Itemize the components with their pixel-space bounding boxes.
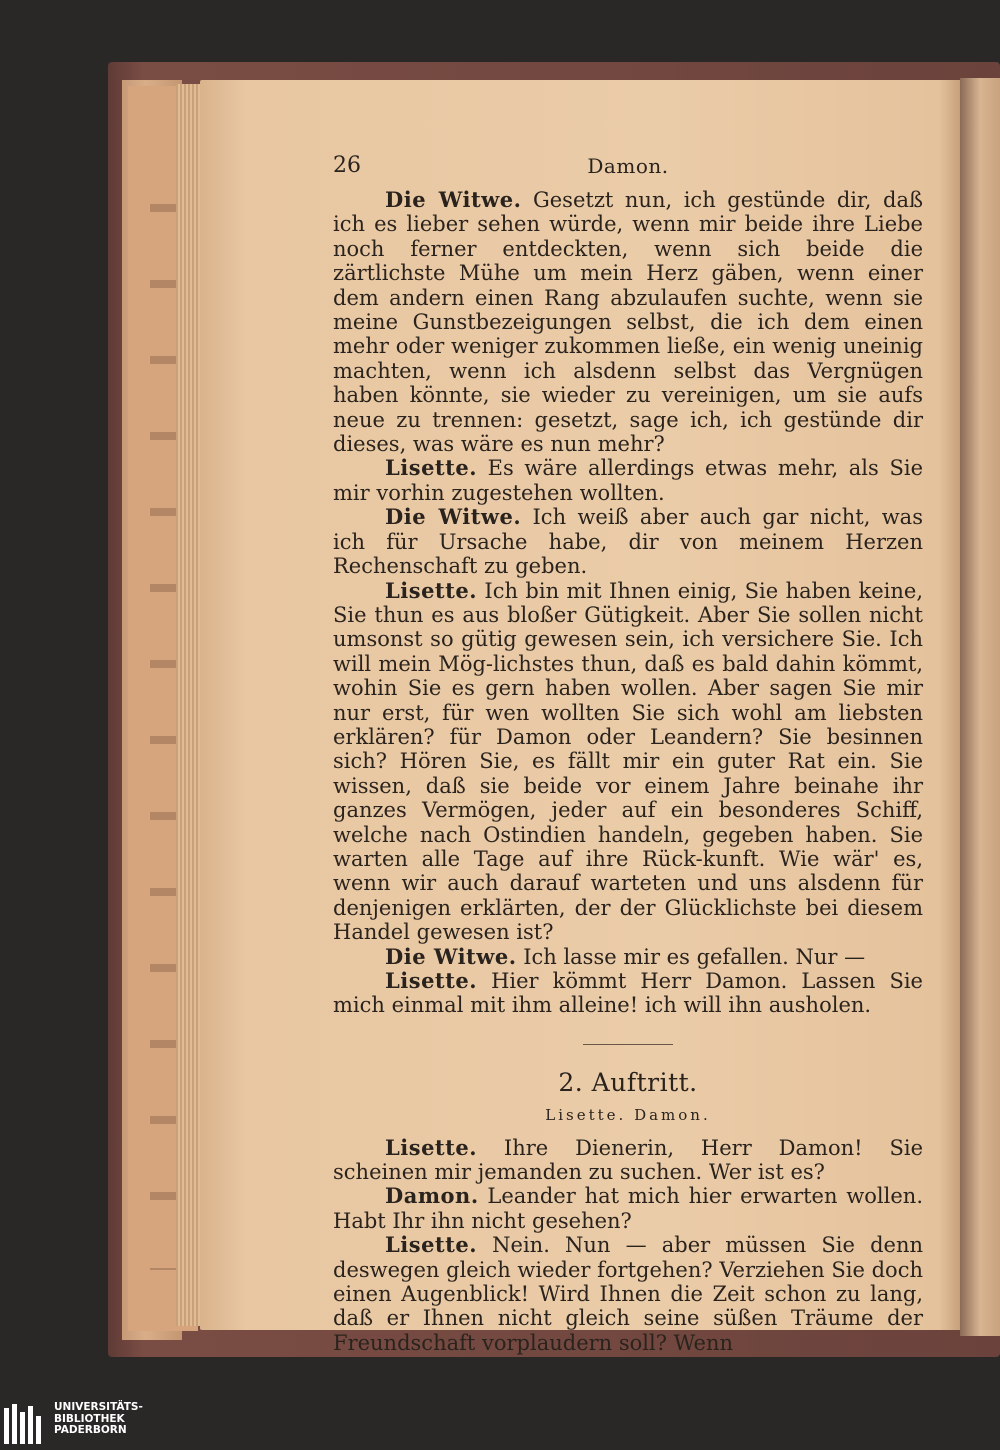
scene-cast: Lisette. Damon. xyxy=(545,1106,711,1125)
page-number: 26 xyxy=(333,153,361,178)
speaker-name: Lisette. xyxy=(385,1134,477,1160)
library-logo-text xyxy=(54,1402,143,1437)
dialogue-text: Es wäre allerdings etwas mehr, als Sie mir vorhin zugestehen wollten. xyxy=(333,456,923,505)
section-divider xyxy=(583,1044,673,1045)
speaker-name: Die Witwe. xyxy=(385,504,522,530)
page-header xyxy=(333,152,923,182)
library-logo xyxy=(2,1400,202,1448)
logo-line-3: PADERBORN xyxy=(54,1424,127,1436)
dialogue-text: Ich lasse mir es gefallen. Nur — xyxy=(516,944,866,969)
scene-dialogue-block xyxy=(333,1136,923,1356)
dialogue-paragraph xyxy=(333,1233,923,1355)
speaker-name: Die Witwe. xyxy=(385,943,517,969)
speaker-name: Lisette. xyxy=(385,1232,477,1258)
dialogue-paragraph xyxy=(333,188,923,456)
dialogue-text: Ich bin mit Ihnen einig, Sie haben keine, Sie thun es aus bloßer Gütigkeit. Aber Sie sollen nicht umsonst so gütig gewesen sein, ich versichere Sie. Ich will mein Mög-lichstes thun, daß es bald dahin kömmt, wohin Sie es gern haben wollen. Aber sagen Sie mir nur erst, für wen wollten Sie sich wohl am liebsten erklären? für Damon oder Leandern? Sie besinnen sich? Hören Sie, es fällt mir ein guter Rat ein. Sie wissen, daß sie beide vor einem Jahre beinahe ihr ganzes Vermögen, jeder auf ein besonderes Schiff, welche nach Ostindien handeln, gegeben haben. Sie warten alle Tage auf ihre Rück-kunft. Wie wär' es, wenn wir auch darauf warteten und uns alsdenn für denjenigen erklärten, der der Glücklichste bei diesem Handel gewesen ist? xyxy=(333,578,923,945)
dialogue-paragraph xyxy=(333,969,923,1018)
dialogue-paragraph xyxy=(333,945,923,969)
running-head: Damon. xyxy=(587,154,669,178)
speaker-name: Die Witwe. xyxy=(385,187,522,212)
speaker-name: Damon. xyxy=(385,1183,479,1209)
dialogue-text: Ich weiß aber auch gar nicht, was ich für Ursache habe, dir von meinem Herzen Rechenschaft zu geben. xyxy=(333,505,923,579)
dialogue-paragraph xyxy=(333,1184,923,1233)
dialogue-paragraph xyxy=(333,505,923,578)
scene-title: 2. Auftritt. xyxy=(558,1067,698,1097)
dialogue-paragraph xyxy=(333,1136,923,1185)
speaker-name: Lisette. xyxy=(385,968,477,993)
facing-page-edge xyxy=(960,78,1000,1336)
library-logo-icon xyxy=(2,1402,46,1446)
dialogue-text: Leander hat mich hier erwarten wollen. Habt Ihr ihn nicht gesehen? xyxy=(333,1184,923,1233)
logo-line-1: UNIVERSITÄTS- xyxy=(54,1401,143,1413)
page-text xyxy=(333,152,923,1355)
dialogue-block xyxy=(333,188,923,1018)
speaker-name: Lisette. xyxy=(385,455,477,481)
dialogue-text: Gesetzt nun, ich gestünde dir, daß ich es lieber sehen würde, wenn mir beide ihre Liebe noch ferner entdeckten, wenn sich beide die zärtlichste Mühe um mein Herz gäben, wenn einer dem andern einen Rang abzulaufen suchte, wenn sie meine Gunstbezeigungen selbst, die ich dem einen mehr oder weniger zukommen ließe, ein wenig uneinig machten, wenn ich alsdenn selbst das Vergnügen haben könnte, sie wieder zu vereinigen, um sie aufs neue zu trennen: gesetzt, sage ich, ich gestünde dir dieses, was wäre es nun mehr? xyxy=(333,188,923,457)
speaker-name: Lisette. xyxy=(385,577,477,603)
dialogue-text: Nein. Nun — aber müssen Sie denn deswegen gleich wieder fortgehen? Verziehen Sie doch einen Augenblick! Wird Ihnen die Zeit schon zu lang, daß er Ihnen nicht gleich seine süßen Träume der Freundschaft vorplaudern soll? Wenn xyxy=(333,1233,923,1355)
dialogue-paragraph xyxy=(333,579,923,945)
dialogue-paragraph xyxy=(333,456,923,505)
logo-line-2: BIBLIOTHEK xyxy=(54,1412,125,1425)
dialogue-text: Hier kömmt Herr Damon. Lassen Sie mich einmal mit ihm alleine! ich will ihn ausholen. xyxy=(333,969,923,1018)
dialogue-text: Ihre Dienerin, Herr Damon! Sie scheinen mir jemanden zu suchen. Wer ist es? xyxy=(333,1135,923,1185)
